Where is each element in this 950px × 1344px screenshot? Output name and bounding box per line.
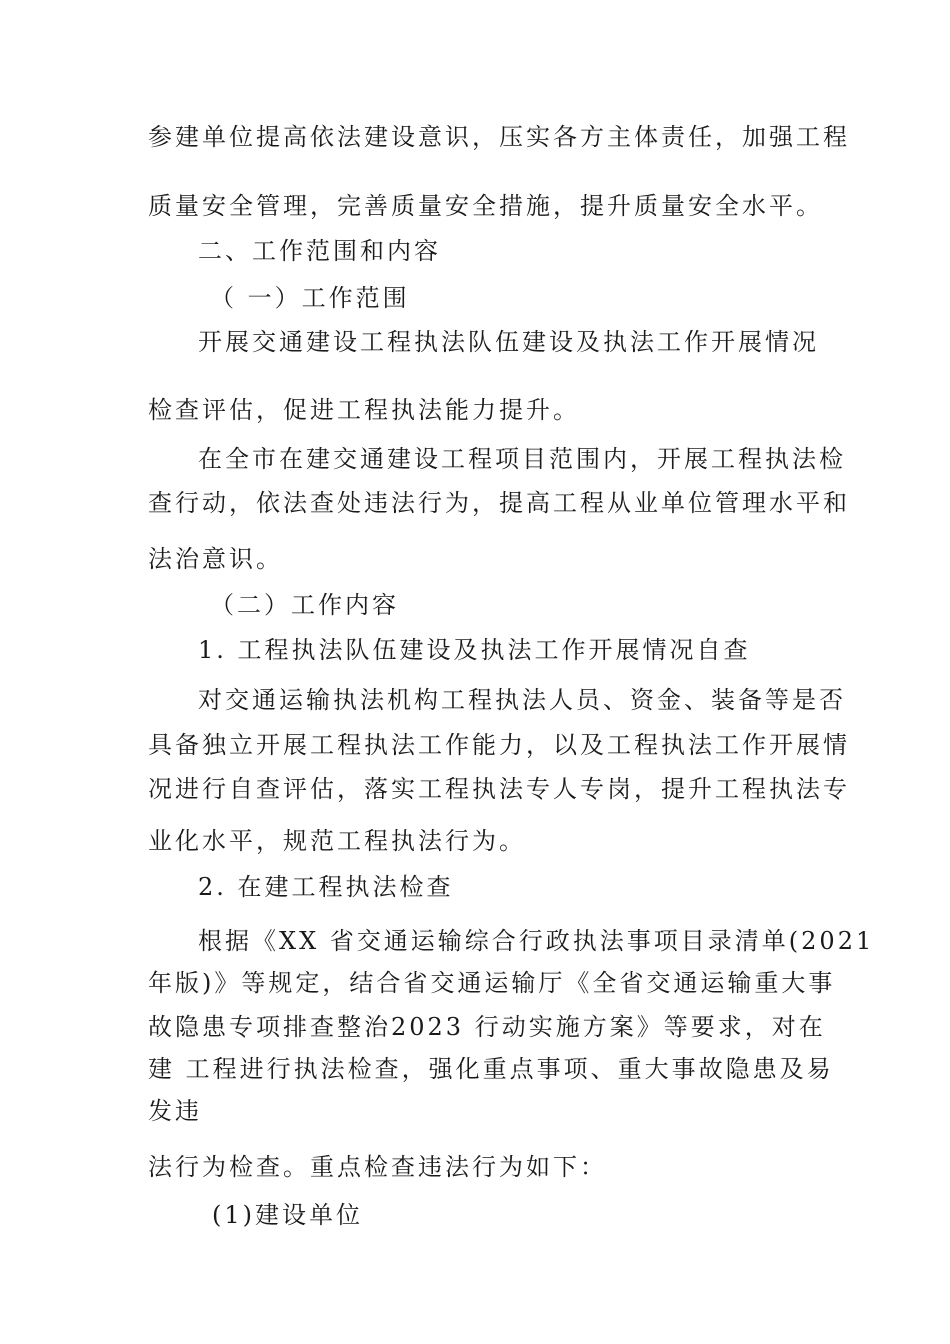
paragraph-line: 故隐患专项排查整治2023 行动实施方案》等要求，对在 (148, 1013, 826, 1041)
paragraph-line: 根据《XX 省交通运输综合行政执法事项目录清单(2021 (198, 927, 875, 955)
paragraph-line: 法治意识。 (148, 545, 283, 573)
paragraph-line: 对交通运输执法机构工程执法人员、资金、装备等是否 (198, 686, 846, 714)
paragraph-line: 业化水平，规范工程执法行为。 (148, 827, 526, 855)
section-heading: 二、工作范围和内容 (198, 237, 441, 265)
paragraph-line: 建 工程进行执法检查，强化重点事项、重大事故隐患及易 (148, 1055, 834, 1083)
paragraph-line: 检查评估，促进工程执法能力提升。 (148, 396, 580, 424)
paragraph-line: 查行动，依法查处违法行为，提高工程从业单位管理水平和 (148, 489, 850, 517)
list-item-heading: (1)建设单位 (212, 1201, 363, 1229)
paragraph-line: 年版)》等规定，结合省交通运输厅《全省交通运输重大事 (148, 969, 836, 997)
subsection-heading: （二）工作内容 (210, 591, 399, 619)
paragraph-line: 在全市在建交通建设工程项目范围内，开展工程执法检 (198, 445, 846, 473)
paragraph-line: 质量安全管理，完善质量安全措施，提升质量安全水平。 (148, 192, 823, 220)
subsection-heading: （ 一）工作范围 (210, 284, 410, 312)
paragraph-line: 具备独立开展工程执法工作能力，以及工程执法工作开展情 (148, 731, 850, 759)
paragraph-line: 法行为检查。重点检查违法行为如下： (148, 1153, 607, 1181)
item-heading: 1. 工程执法队伍建设及执法工作开展情况自查 (198, 636, 751, 664)
paragraph-line: 发违 (148, 1097, 202, 1125)
item-heading: 2. 在建工程执法检查 (198, 873, 454, 901)
paragraph-line: 参建单位提高依法建设意识，压实各方主体责任，加强工程 (148, 123, 850, 151)
paragraph-line: 况进行自查评估，落实工程执法专人专岗，提升工程执法专 (148, 775, 850, 803)
paragraph-line: 开展交通建设工程执法队伍建设及执法工作开展情况 (198, 328, 819, 356)
